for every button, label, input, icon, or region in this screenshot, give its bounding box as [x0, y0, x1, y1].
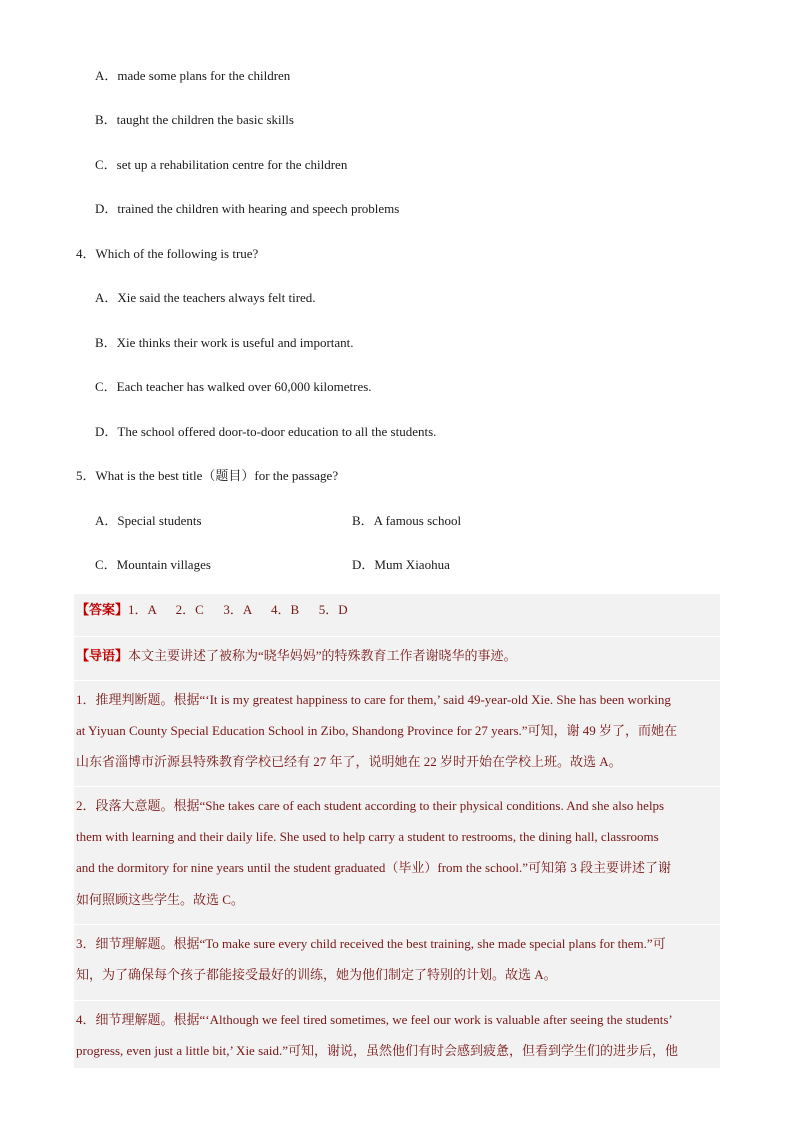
q4-option-d: D．The school offered door-to-door education to all the students. [95, 424, 437, 439]
q3-option-d: D．trained the children with hearing and speech problems [95, 201, 400, 216]
answer-line [76, 601, 348, 619]
explanation-2-line-1: 2．段落大意题。根据“She takes care of each student according to their physical conditions. And she also helps [76, 798, 665, 813]
answer-key: 1．A 2．C 3．A 4．B 5．D [128, 602, 348, 617]
explanation-1-line-1: 1．推理判断题。根据“‘It is my greatest happiness to care for them,’ said 49-year-old Xie. She has been working [76, 692, 671, 707]
explanation-2-line-4: 如何照顾这些学生。故选 C。 [76, 892, 244, 907]
intro-line [76, 647, 517, 665]
section-divider [74, 636, 720, 637]
explanation-4-line-2: progress, even just a little bit,’ Xie said.”可知，谢说，虽然他们有时会感到疲惫，但看到学生们的进步后，他 [76, 1043, 679, 1058]
section-divider [74, 1000, 720, 1001]
q4-option-a: A．Xie said the teachers always felt tired. [95, 290, 316, 305]
q3-option-b: B．taught the children the basic skills [95, 112, 294, 127]
q3-option-a: A．made some plans for the children [95, 68, 291, 83]
q4-option-b: B．Xie thinks their work is useful and important. [95, 335, 354, 350]
explanation-1-line-2: at Yiyuan County Special Education School in Zibo, Shandong Province for 27 years.”可知，谢 49 岁了，而她在 [76, 723, 678, 738]
explanation-2-line-2: them with learning and their daily life. She used to help carry a student to restrooms, the dining hall, classrooms [76, 829, 659, 844]
q3-option-c: C．set up a rehabilitation centre for the children [95, 157, 348, 172]
explanation-1-line-3: 山东省淄博市沂源县特殊教育学校已经有 27 年了，说明她在 22 岁时开始在学校上班。故选 A。 [76, 754, 622, 769]
intro-label: 【导语】 [76, 648, 129, 663]
q4-stem: 4．Which of the following is true? [76, 246, 259, 261]
intro-text: 本文主要讲述了被称为“晓华妈妈”的特殊教育工作者谢晓华的事迹。 [128, 648, 517, 663]
q5-option-d: D．Mum Xiaohua [352, 557, 450, 572]
q5-option-c: C．Mountain villages [95, 557, 211, 572]
q5-stem: 5．What is the best title（题目）for the passage? [76, 468, 339, 483]
explanation-3-line-2: 知，为了确保每个孩子都能接受最好的训练，她为他们制定了特别的计划。故选 A。 [76, 967, 557, 982]
explanation-2-line-3: and the dormitory for nine years until the student graduated（毕业）from the school.”可知第 3 段主要讲述了谢 [76, 860, 671, 875]
section-divider [74, 786, 720, 787]
explanation-4-line-1: 4．细节理解题。根据“‘Although we feel tired sometimes, we feel our work is valuable after seeing the students’ [76, 1012, 673, 1027]
q5-option-a: A．Special students [95, 513, 202, 528]
answer-label: 【答案】 [76, 602, 129, 617]
q5-option-b: B．A famous school [352, 513, 462, 528]
section-divider [74, 924, 720, 925]
q4-option-c: C．Each teacher has walked over 60,000 kilometres. [95, 379, 372, 394]
section-divider [74, 680, 720, 681]
explanation-3-line-1: 3．细节理解题。根据“To make sure every child received the best training, she made special plans for them.”可 [76, 936, 666, 951]
